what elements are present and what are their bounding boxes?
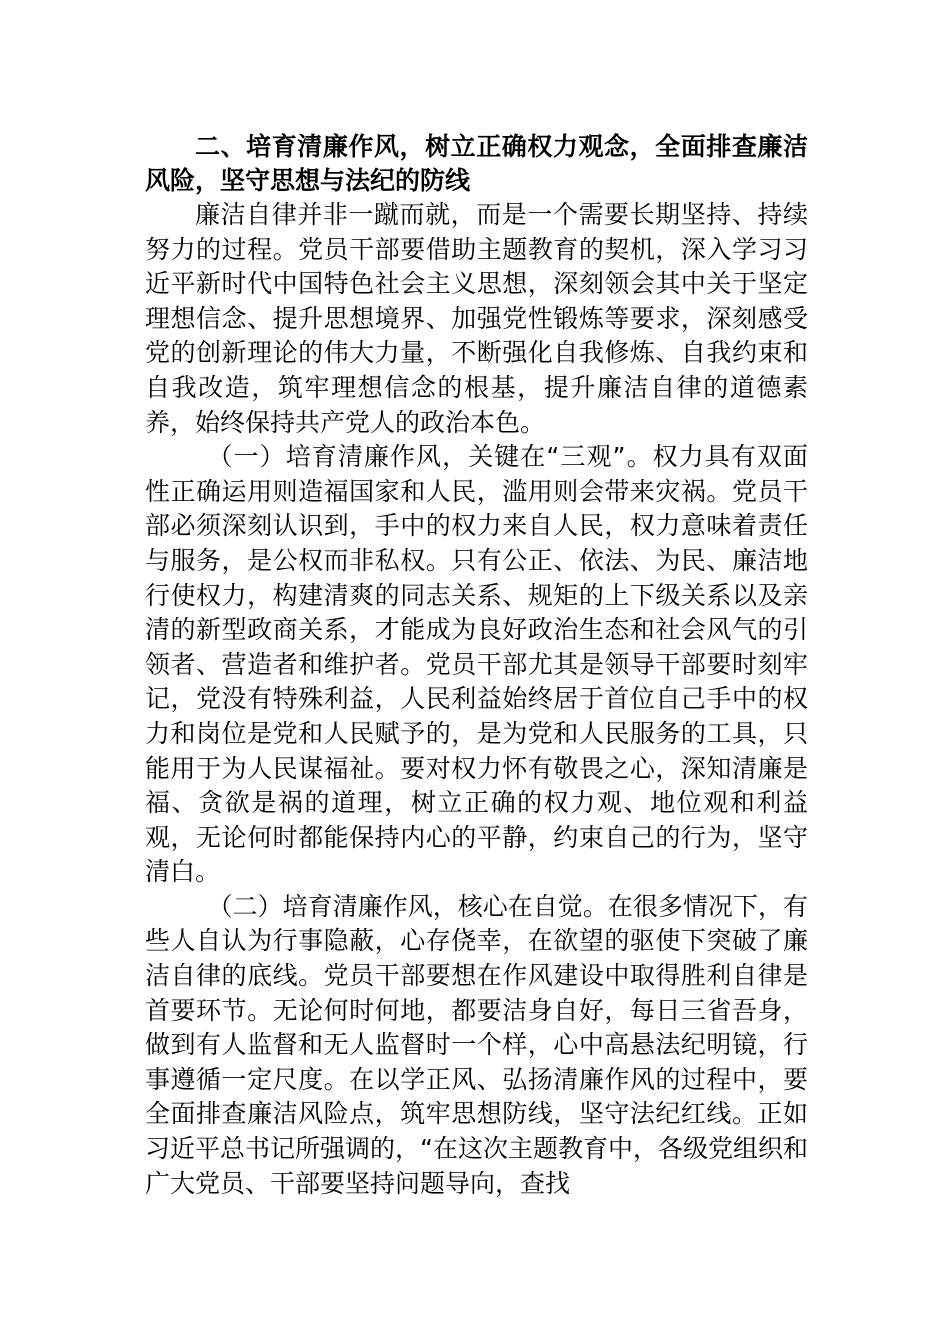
section-heading: 二、培育清廉作风，树立正确权力观念，全面排查廉洁风险，坚守思想与法纪的防线	[145, 132, 808, 195]
paragraph-intro: 廉洁自律并非一蹴而就，而是一个需要长期坚持、持续努力的过程。党员干部要借助主题教育的契机，深入学习习近平新时代中国特色社会主义思想，深刻领会其中关于坚定理想信念、提升思想境界、加强党性锻炼等要求，深刻感受党的创新理论的伟大力量，不断强化自我修炼、自我约束和自我改造，筑牢理想信念的根基，提升廉洁自律的道德素养，始终保持共产党人的政治本色。	[145, 200, 808, 437]
document-body	[145, 130, 808, 1201]
paragraph-subsection-2: （二）培育清廉作风，核心在自觉。在很多情况下，有些人自认为行事隐蔽，心存侥幸，在欲望的驱使下突破了廉洁自律的底线。党员干部要想在作风建设中取得胜利自律是首要环节。无论何时何地，都要洁身自好，每日三省吾身，做到有人监督和无人监督时一个样，心中高悬法纪明镜，行事遵循一定尺度。在以学正风、弘扬清廉作风的过程中，要全面排查廉洁风险点，筑牢思想防线，坚守法纪红线。正如习近平总书记所强调的，“在这次主题教育中，各级党组织和广大党员、干部要坚持问题导向，查找	[145, 891, 808, 1198]
paragraph-subsection-1: （一）培育清廉作风，关键在“三观”。权力具有双面性正确运用则造福国家和人民，滥用则会带来灾祸。党员干部必须深刻认识到，手中的权力来自人民，权力意味着责任与服务，是公权而非私权。只有公正、依法、为民、廉洁地行使权力，构建清爽的同志关系、规矩的上下级关系以及亲清的新型政商关系，才能成为良好政治生态和社会风气的引领者、营造者和维护者。党员干部尤其是领导干部要时刻牢记，党没有特殊利益，人民利益始终居于首位自己手中的权力和岗位是党和人民赋予的，是为党和人民服务的工具，只能用于为人民谋福祉。要对权力怀有敬畏之心，深知清廉是福、贪欲是祸的道理，树立正确的权力观、地位观和利益观，无论何时都能保持内心的平静，约束自己的行为，坚守清白。	[145, 442, 808, 887]
